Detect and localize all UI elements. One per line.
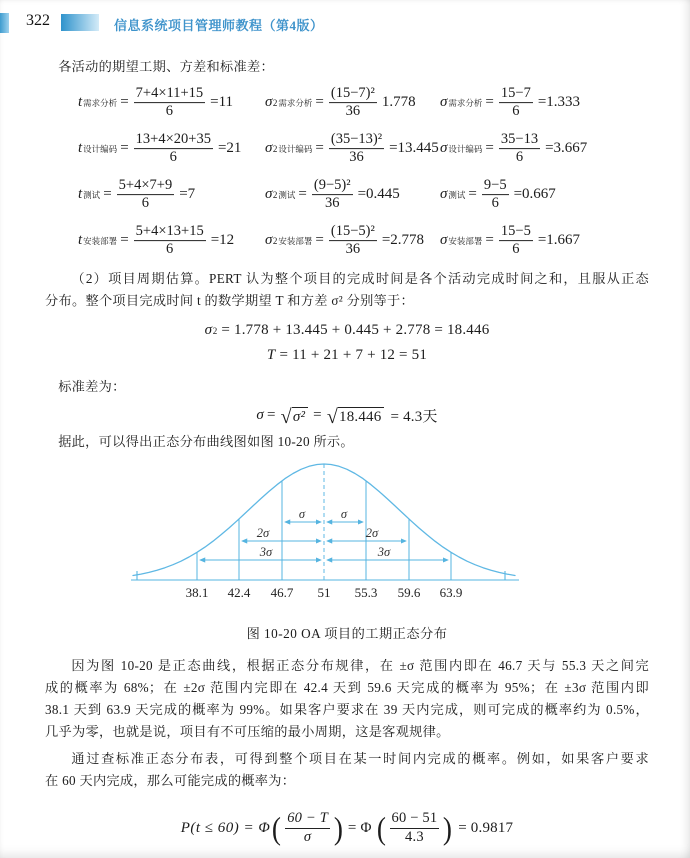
axis-tick-label: 38.1 bbox=[185, 585, 209, 600]
activity-subscript: 测试 bbox=[83, 190, 101, 200]
result: =21 bbox=[217, 140, 242, 157]
header-accent-bar bbox=[61, 14, 99, 31]
fraction: $\frac{60 - T}{\sigma}$ bbox=[287, 810, 328, 845]
page-header bbox=[0, 12, 690, 36]
activity-subscript: 安装部署 bbox=[448, 236, 483, 246]
var-t: t bbox=[78, 94, 83, 111]
equals-sign: = bbox=[120, 94, 129, 111]
paragraph-line: 分布。整个项目完成时间 t 的数学期望 T 和方差 σ² 分别等于： bbox=[45, 293, 415, 308]
two-sigma-label: 2σ bbox=[256, 526, 270, 540]
var-t: t bbox=[78, 232, 83, 249]
activity-subscript: 需求分析 bbox=[278, 98, 313, 108]
fraction: $\frac{13+4\times 20+35}{6}$ bbox=[135, 131, 211, 166]
axis-tick-label: 63.9 bbox=[439, 585, 463, 600]
fraction: $\frac{35-13}{6}$ bbox=[500, 131, 539, 166]
followup-paragraph bbox=[45, 748, 649, 792]
probability-mid: = Φ bbox=[347, 819, 372, 836]
radical: √ σ² bbox=[281, 406, 308, 426]
var-sigma: σ bbox=[440, 232, 448, 249]
fraction: $\frac{15-7}{6}$ bbox=[500, 85, 531, 120]
var-sigma: σ bbox=[440, 94, 448, 111]
formula-row bbox=[45, 80, 649, 126]
figure-caption: 图 10-20 OA 项目的工期正态分布 bbox=[246, 626, 448, 641]
fraction: $\frac{\text{(15−5)²}}{36}$ bbox=[330, 223, 375, 258]
fraction: $\frac{7+4\times 11+15}{6}$ bbox=[135, 85, 204, 120]
axis-tick-label: 46.7 bbox=[270, 585, 294, 600]
result: =13.445 bbox=[389, 140, 439, 157]
equals-sign: = bbox=[266, 407, 276, 423]
fraction: $\frac{60 - 51}{4.3}$ bbox=[391, 810, 438, 845]
fraction: $\frac{\text{(15−7)²}}{36}$ bbox=[330, 85, 375, 120]
paragraph-line: 在 60 天内完成，那么可能完成的概率为： bbox=[45, 773, 296, 789]
activity-subscript: 安装部署 bbox=[83, 236, 118, 246]
equals-sign: = bbox=[298, 186, 307, 203]
activity-subscript: 需求分析 bbox=[83, 98, 118, 108]
probability-lhs: P(t ≤ 60) = Φ bbox=[180, 819, 271, 836]
var-sigma: σ bbox=[265, 186, 273, 203]
var-sigma: σ bbox=[265, 94, 273, 111]
activity-subscript: 设计编码 bbox=[83, 144, 118, 154]
result: =11 bbox=[210, 94, 234, 111]
formula-row bbox=[45, 126, 649, 172]
normal-distribution-chart bbox=[95, 455, 615, 607]
fraction: $\frac{15-5}{6}$ bbox=[500, 223, 531, 258]
activity-subscript: 设计编码 bbox=[278, 144, 313, 154]
fraction: $\frac{\text{(35−13)²}}{36}$ bbox=[330, 131, 383, 166]
fraction: $\frac{5+4\times 7+9}{6}$ bbox=[118, 177, 173, 212]
activity-subscript: 测试 bbox=[278, 190, 296, 200]
t-formula bbox=[78, 223, 234, 259]
formula-row bbox=[45, 218, 649, 264]
pert-paragraph bbox=[45, 268, 649, 312]
equals-sign: = bbox=[468, 186, 477, 203]
fraction: $\frac{\text{(9−5)²}}{36}$ bbox=[313, 177, 351, 212]
analysis-paragraph bbox=[45, 655, 649, 743]
axis-tick-label: 55.3 bbox=[354, 585, 378, 600]
result: =7 bbox=[179, 186, 196, 203]
result: =3.667 bbox=[545, 140, 588, 157]
fraction: $\frac{9-5}{6}$ bbox=[483, 177, 507, 212]
result: =1.333 bbox=[537, 94, 581, 111]
equals-sign: = bbox=[313, 407, 322, 423]
result: =0.667 bbox=[513, 186, 556, 203]
two-sigma-label: 2σ bbox=[365, 526, 379, 540]
figure-lead: 据此，可以得出正态分布曲线图如图 10-20 所示。 bbox=[58, 434, 354, 449]
variance-formula: σ 2 安装部署 = $\frac{\text{(15−5)²}}{36}$ =2.778 bbox=[265, 223, 425, 258]
result: =12 bbox=[210, 232, 235, 249]
stddev-formula bbox=[440, 131, 587, 167]
intro-line: 各活动的期望工期、方差和标准差： bbox=[58, 59, 274, 74]
var-sigma: σ bbox=[204, 322, 213, 338]
paragraph-line: 几乎为零，也就是说，项目有不可压缩的最小周期，这是客观规律。 bbox=[45, 724, 450, 740]
t-formula bbox=[78, 85, 233, 121]
activity-subscript: 安装部署 bbox=[278, 236, 313, 246]
probability-formula: P(t ≤ 60) = Φ ( $\frac{60 - T}{\sigma}$ ) = Φ ( $\frac{60 - 51}{4.3}$ ) = 0.9817 bbox=[180, 810, 514, 847]
equals-sign: = bbox=[485, 140, 494, 157]
activity-subscript: 需求分析 bbox=[448, 98, 483, 108]
equals-sign: = bbox=[315, 94, 324, 111]
stddev-formula bbox=[440, 177, 556, 213]
probability-result: = 0.9817 bbox=[458, 819, 514, 836]
sigma-label: σ bbox=[340, 507, 348, 521]
equals-sign: = bbox=[103, 186, 112, 203]
activity-subscript: 设计编码 bbox=[448, 144, 483, 154]
paragraph-line: 通过查标准正态分布表，可得到整个项目在某一时间内完成的概率。例如，如果客户要求 bbox=[71, 751, 649, 767]
page-edge-tab-marker bbox=[0, 13, 9, 33]
var-t: t bbox=[78, 186, 83, 203]
sd-formula bbox=[45, 405, 649, 426]
variance-formula: σ 2 需求分析 = $\frac{\text{(15−7)²}}{36}$ 1.778 bbox=[265, 85, 416, 120]
var-sigma: σ bbox=[256, 407, 264, 423]
var-sigma: σ bbox=[440, 186, 448, 203]
variance-total-value: = 1.778 + 13.445 + 0.445 + 2.778 = 18.446 bbox=[221, 322, 490, 338]
equals-sign: = bbox=[315, 140, 324, 157]
equals-sign: = bbox=[120, 140, 129, 157]
page-number: 322 bbox=[26, 12, 50, 29]
variance-formula: σ 2 测试 = $\frac{\text{(9−5)²}}{36}$ =0.445 bbox=[265, 177, 400, 212]
page-body bbox=[45, 56, 649, 850]
paragraph-line: 因为图 10-20 是正态曲线，根据正态分布规律，在 ±σ 范围内即在 46.7 天与 55.3 天之间完 bbox=[71, 658, 649, 674]
var-T: T bbox=[266, 347, 276, 363]
formula-row bbox=[45, 172, 649, 218]
var-sigma: σ bbox=[265, 232, 273, 249]
radical: √ 18.446 bbox=[327, 406, 385, 426]
t-formula bbox=[78, 131, 241, 167]
axis-tick-label: 42.4 bbox=[227, 585, 251, 600]
t-formula bbox=[78, 177, 195, 213]
var-sigma: σ bbox=[265, 140, 273, 157]
result: =2.778 bbox=[381, 232, 425, 249]
paragraph-line: （2）项目周期估算。PERT 认为整个项目的完成时间是各个活动完成时间之和，且服从正态 bbox=[71, 271, 649, 286]
axis-tick-label: 51 bbox=[317, 585, 331, 600]
three-sigma-label: 3σ bbox=[259, 545, 273, 559]
paragraph-line: 成的概率为 68%；在 ±2σ 范围内完即在 42.4 天到 59.6 天完成的概率为 95%；在 ±3σ 范围内即 bbox=[45, 680, 649, 696]
axis-tick-label: 59.6 bbox=[397, 585, 421, 600]
duration-total-value: = 11 + 21 + 7 + 12 = 51 bbox=[279, 347, 428, 363]
var-sigma: σ bbox=[440, 140, 448, 157]
equals-sign: = bbox=[485, 232, 494, 249]
book-title: 信息系统项目管理师教程（第4版） bbox=[114, 18, 324, 33]
var-t: t bbox=[78, 140, 83, 157]
activity-subscript: 测试 bbox=[448, 190, 466, 200]
variance-total-formula: σ 2 = 1.778 + 13.445 + 0.445 + 2.778 = 18.446 bbox=[204, 322, 490, 338]
fraction: $\frac{5+4\times 13+15}{6}$ bbox=[135, 223, 204, 258]
variance-formula: σ 2 设计编码 = $\frac{\text{(35−13)²}}{36}$ =13.445 bbox=[265, 131, 439, 166]
result: 1.778 bbox=[381, 94, 416, 111]
sd-result: = 4.3天 bbox=[390, 409, 438, 425]
three-sigma-label: 3σ bbox=[377, 545, 391, 559]
sd-label: 标准差为： bbox=[58, 379, 126, 394]
result: =0.445 bbox=[357, 186, 400, 203]
duration-total-formula bbox=[45, 347, 649, 364]
activity-formula-table bbox=[45, 80, 649, 264]
normal-distribution-figure bbox=[45, 455, 649, 623]
sigma-label: σ bbox=[298, 507, 306, 521]
equals-sign: = bbox=[120, 232, 129, 249]
stddev-formula bbox=[440, 85, 580, 121]
equals-sign: = bbox=[315, 232, 324, 249]
equals-sign: = bbox=[485, 94, 494, 111]
paragraph-line: 38.1 天到 63.9 天完成的概率为 99%。如果客户要求在 39 天内完成，则可完成的概率约为 0.5%， bbox=[45, 702, 649, 718]
result: =1.667 bbox=[537, 232, 581, 249]
stddev-formula bbox=[440, 223, 580, 259]
